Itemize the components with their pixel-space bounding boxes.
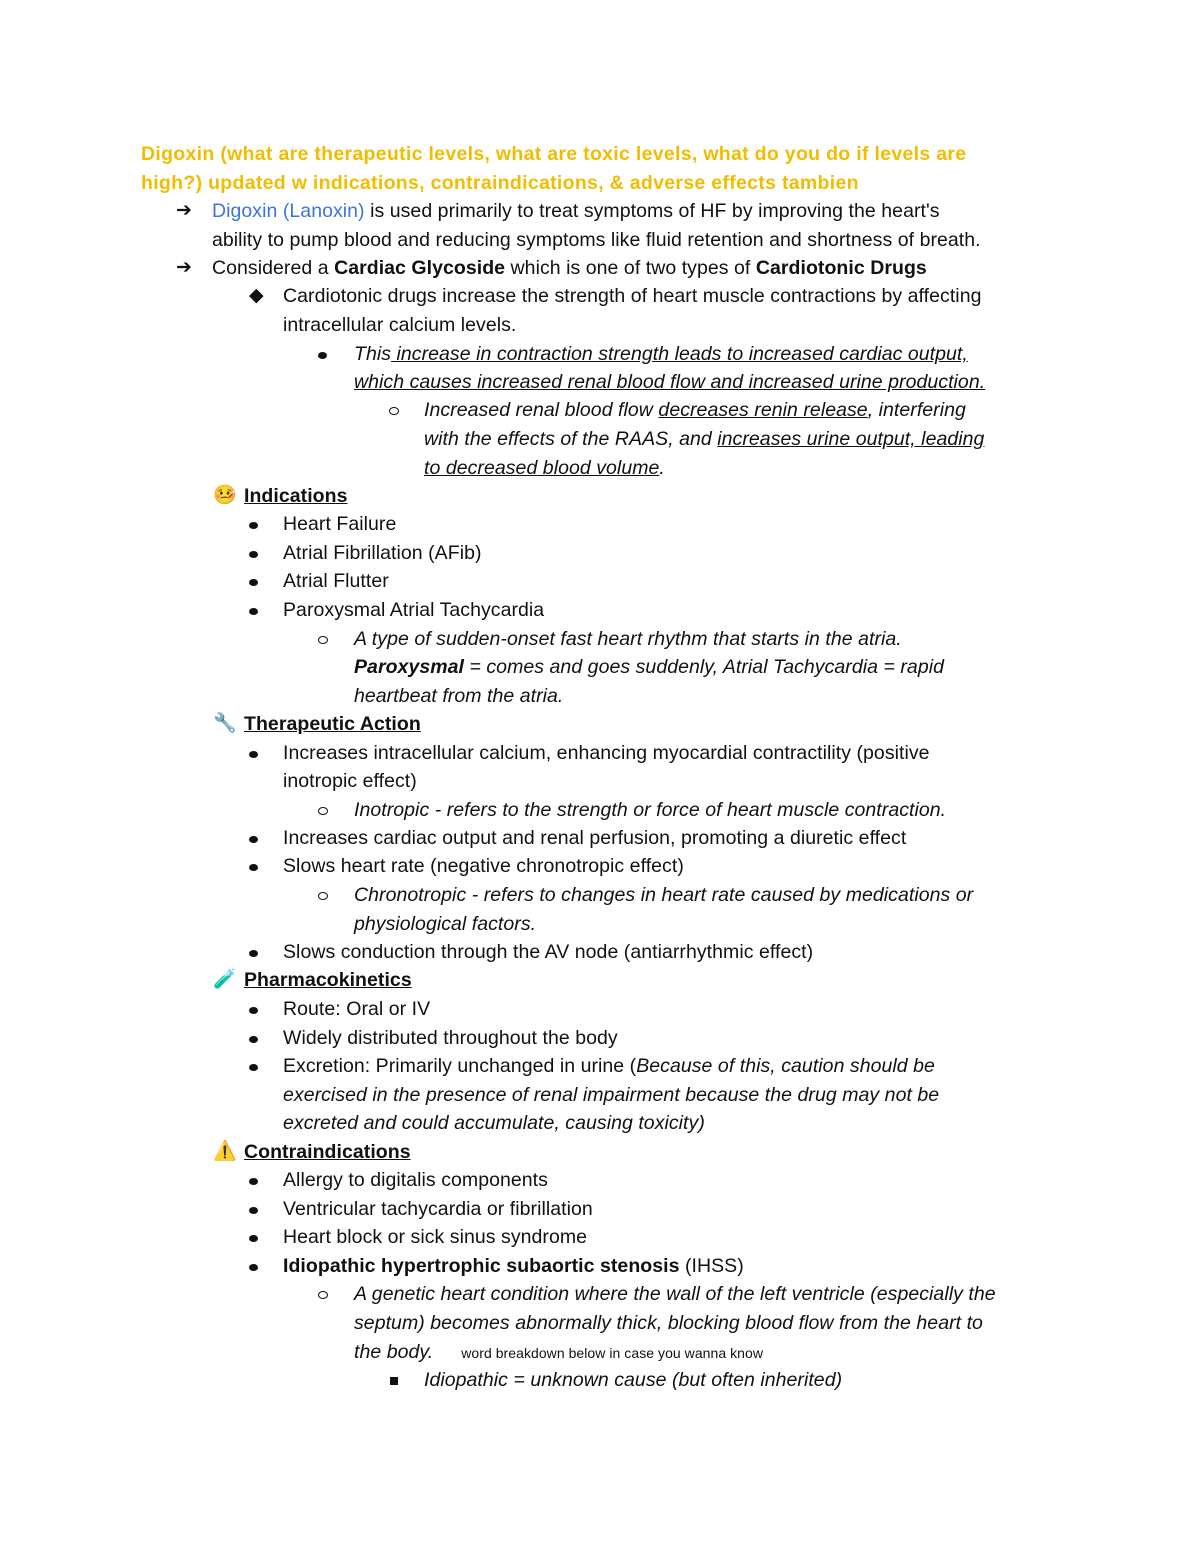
doc-title-line-1: Digoxin (what are therapeutic levels, what are toxic levels, what do you do if levels are (141, 143, 967, 165)
list-item: Atrial Flutter (283, 570, 389, 592)
contraindications-heading: Contraindications (244, 1141, 411, 1163)
intro-line-1 (212, 197, 940, 226)
renal-a: Increased renal blood flow (424, 399, 659, 421)
dot-bullet-icon (249, 739, 258, 768)
dot-bullet-icon (249, 1024, 258, 1053)
pat-note-2 (354, 653, 944, 682)
wrench-icon: 🔧 (213, 713, 237, 734)
dot-bullet-icon (249, 1252, 258, 1281)
pat-note-3: heartbeat from the atria. (354, 685, 564, 707)
indications-heading: Indications (244, 485, 348, 507)
sick-face-icon: 🤒 (213, 485, 237, 506)
renal-f: to decreased blood volume (424, 457, 660, 479)
intro-line-2: ability to pump blood and reducing symptoms like fluid retention and shortness of breath. (212, 229, 981, 251)
pat-note-2-rest: = comes and goes suddenly, Atrial Tachycardia = rapid (464, 656, 945, 678)
ta-item-2: Increases cardiac output and renal perfusion, promoting a diuretic effect (283, 827, 907, 849)
considered-line (212, 254, 927, 283)
effect-this: This (354, 343, 392, 365)
dot-bullet-icon (249, 938, 258, 967)
excretion-b: Because of this, caution should be (636, 1055, 935, 1077)
ihss-note-2: septum) becomes abnormally thick, blocking blood flow from the heart to (354, 1312, 983, 1334)
effect-line-1-text: increase in contraction strength leads to increased cardiac output, (391, 343, 968, 365)
list-item: Atrial Fibrillation (AFib) (283, 542, 482, 564)
renal-d: with the effects of the RAAS, and (424, 428, 718, 450)
warning-icon: ⚠️ (213, 1141, 237, 1162)
ta-item-1-line-1: Increases intracellular calcium, enhancing myocardial contractility (positive (283, 742, 930, 764)
paroxysmal-term: Paroxysmal (354, 656, 464, 678)
renal-line-3 (424, 454, 665, 483)
renal-g: . (659, 457, 665, 479)
dot-bullet-icon (249, 596, 258, 625)
dot-bullet-icon (318, 340, 327, 369)
dot-bullet-icon (249, 567, 258, 596)
ihss-note-3 (354, 1338, 763, 1368)
doc-title-line-2: high?) updated w indications, contraindications, & adverse effects tambien (141, 172, 859, 194)
renal-e: increases urine output, leading (717, 428, 985, 450)
ring-bullet-icon (389, 396, 399, 425)
idiopathic-note: Idiopathic = unknown cause (but often inherited) (424, 1369, 843, 1391)
list-item: Paroxysmal Atrial Tachycardia (283, 599, 545, 621)
ihss-abbrev: (IHSS) (679, 1255, 744, 1277)
inotropic-note: Inotropic - refers to the strength or force of heart muscle contraction. (354, 799, 947, 821)
list-item: Allergy to digitalis components (283, 1169, 548, 1191)
ta-item-4: Slows conduction through the AV node (antiarrhythmic effect) (283, 941, 814, 963)
square-bullet-icon (390, 1366, 398, 1395)
ring-bullet-icon (318, 1280, 328, 1309)
renal-line-1 (424, 396, 966, 425)
cardiotonic-line-1: Cardiotonic drugs increase the strength of heart muscle contractions by affecting (283, 285, 982, 307)
renal-c: , interfering (867, 399, 966, 421)
drug-name: Digoxin (212, 200, 278, 222)
list-item: Heart Failure (283, 513, 397, 535)
effect-line-2: which causes increased renal blood flow and increased urine production. (354, 371, 986, 393)
pharmacokinetics-heading: Pharmacokinetics (244, 969, 412, 991)
ta-item-3: Slows heart rate (negative chronotropic effect) (283, 855, 684, 877)
considered-prefix: Considered a (212, 257, 335, 279)
dot-bullet-icon (249, 510, 258, 539)
considered-mid: which is one of two types of (505, 257, 756, 279)
cardiotonic-line-2: intracellular calcium levels. (283, 314, 517, 336)
dot-bullet-icon (249, 1223, 258, 1252)
pk-excretion-line-1 (283, 1052, 935, 1081)
pk-excretion-line-2: exercised in the presence of renal impairment because the drug may not be (283, 1084, 940, 1106)
chronotropic-note-1: Chronotropic - refers to changes in heart rate caused by medications or (354, 884, 974, 906)
ring-bullet-icon (318, 881, 328, 910)
word-breakdown-note: word breakdown below in case you wanna know (461, 1345, 764, 1361)
dot-bullet-icon (249, 1195, 258, 1224)
ring-bullet-icon (318, 796, 328, 825)
diamond-bullet-icon: ◆ (249, 285, 264, 306)
ihss-note-1: A genetic heart condition where the wall of the left ventricle (especially the (354, 1283, 996, 1305)
list-item: Ventricular tachycardia or fibrillation (283, 1198, 593, 1220)
pk-route: Route: Oral or IV (283, 998, 431, 1020)
arrow-bullet-icon: ➔ (176, 257, 192, 278)
ihss-term: Idiopathic hypertrophic subaortic stenosis (283, 1255, 680, 1277)
arrow-bullet-icon: ➔ (176, 200, 192, 221)
therapeutic-heading: Therapeutic Action (244, 713, 421, 735)
renal-b: decreases renin release (658, 399, 868, 421)
test-tube-icon: 🧪 (213, 969, 237, 990)
dot-bullet-icon (249, 995, 258, 1024)
list-item: Heart block or sick sinus syndrome (283, 1226, 588, 1248)
ta-item-1-line-2: inotropic effect) (283, 770, 417, 792)
renal-line-2 (424, 425, 984, 454)
effect-line-1 (354, 340, 968, 369)
cardiotonic-drugs: Cardiotonic Drugs (755, 257, 927, 279)
dot-bullet-icon (249, 824, 258, 853)
chronotropic-note-2: physiological factors. (354, 913, 537, 935)
pk-excretion-line-3: excreted and could accumulate, causing toxicity) (283, 1112, 705, 1134)
pat-note-1: A type of sudden-onset fast heart rhythm that starts in the atria. (354, 628, 902, 650)
ihss-note-3-text: the body. (354, 1341, 434, 1363)
intro-line-1-rest: is used primarily to treat symptoms of HF by improving the heart's (364, 200, 940, 222)
dot-bullet-icon (249, 539, 258, 568)
dot-bullet-icon (249, 1166, 258, 1195)
dot-bullet-icon (249, 1052, 258, 1081)
ring-bullet-icon (318, 625, 328, 654)
excretion-a: Excretion: Primarily unchanged in urine ( (283, 1055, 637, 1077)
ihss-item (283, 1252, 744, 1281)
cardiac-glycoside: Cardiac Glycoside (334, 257, 506, 279)
pk-distribution: Widely distributed throughout the body (283, 1027, 618, 1049)
dot-bullet-icon (249, 852, 258, 881)
brand-name: (Lanoxin) (282, 200, 365, 222)
